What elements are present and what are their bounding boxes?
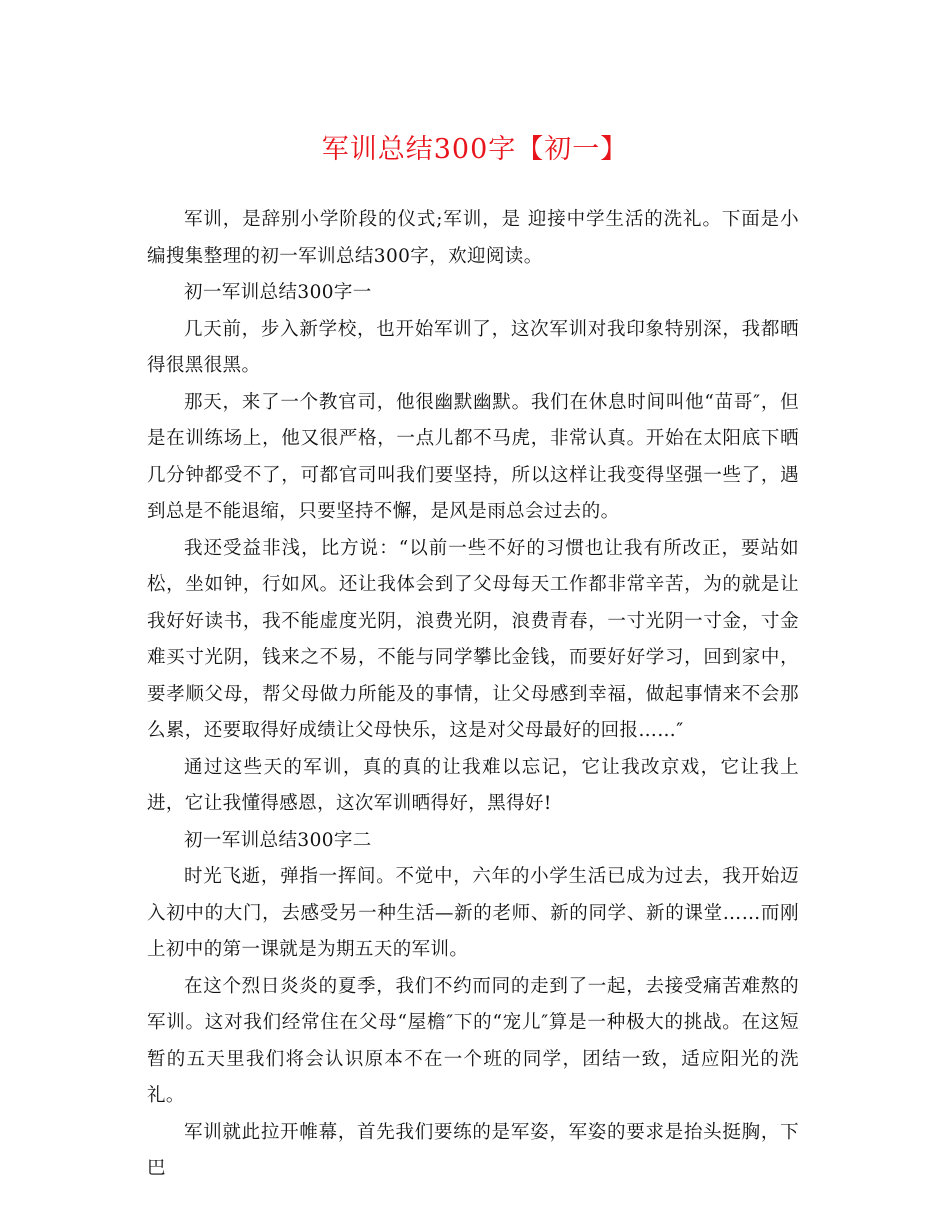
section-heading-2: 初一军训总结300字二 <box>184 829 372 851</box>
paragraph: 军训就此拉开帷幕，首先我们要练的是军姿，军姿的要求是抬头挺胸，下巴 <box>147 1121 799 1179</box>
document-title: 军训总结300字【初一】 <box>321 134 629 165</box>
intro-paragraph: 军训，是辞别小学阶段的仪式;军训，是 迎接中学生活的洗礼。下面是小编搜集整理的初一军训总结300字，欢迎阅读。 <box>147 209 799 267</box>
paragraph: 时光飞逝，弹指一挥间。不觉中，六年的小学生活已成为过去，我开始迈入初中的大门，去感受另一种生活—新的老师、新的同学、新的课堂……而刚上初中的第一课就是为期五天的军训。 <box>147 866 799 960</box>
paragraph: 在这个烈日炎炎的夏季，我们不约而同的走到了一起，去接受痛苦难熬的军训。这对我们经常住在父母“屋檐″下的“宠儿″算是一种极大的挑战。在这短暂的五天里我们将会认识原本不在一个班的同学，团结一致，适应阳光的洗礼。 <box>147 975 799 1106</box>
document-body <box>147 202 799 1188</box>
paragraph: 几天前，步入新学校，也开始军训了，这次军训对我印象特别深，我都晒得很黑很黑。 <box>147 318 799 376</box>
section-heading-1: 初一军训总结300字一 <box>184 282 372 303</box>
paragraph: 通过这些天的军训，真的真的让我难以忘记，它让我改京戏，它让我上进，它让我懂得感恩，这次军训晒得好，黑得好! <box>147 756 799 814</box>
paragraph: 我还受益非浅，比方说：“以前一些不好的习惯也让我有所改正，要站如松，坐如钟，行如风。还让我体会到了父母每天工作都非常辛苦，为的就是让我好好读书，我不能虚度光阴，浪费光阴，浪费青春，一寸光阴一寸金，寸金难买寸光阴，钱来之不易，不能与同学攀比金钱，而要好好学习，回到家中，要孝顺父母，帮父母做力所能及的事情，让父母感到幸福，做起事情来不会那么累，还要取得好成绩让父母快乐，这是对父母最好的回报……″ <box>147 537 799 741</box>
paragraph: 那天，来了一个教官司，他很幽默幽默。我们在休息时间叫他“苗哥″，但是在训练场上，他又很严格，一点儿都不马虎，非常认真。开始在太阳底下晒几分钟都受不了，可都官司叫我们要坚持，所以这样让我变得坚强一些了，遇到总是不能退缩，只要坚持不懈，是风是雨总会过去的。 <box>147 391 799 522</box>
